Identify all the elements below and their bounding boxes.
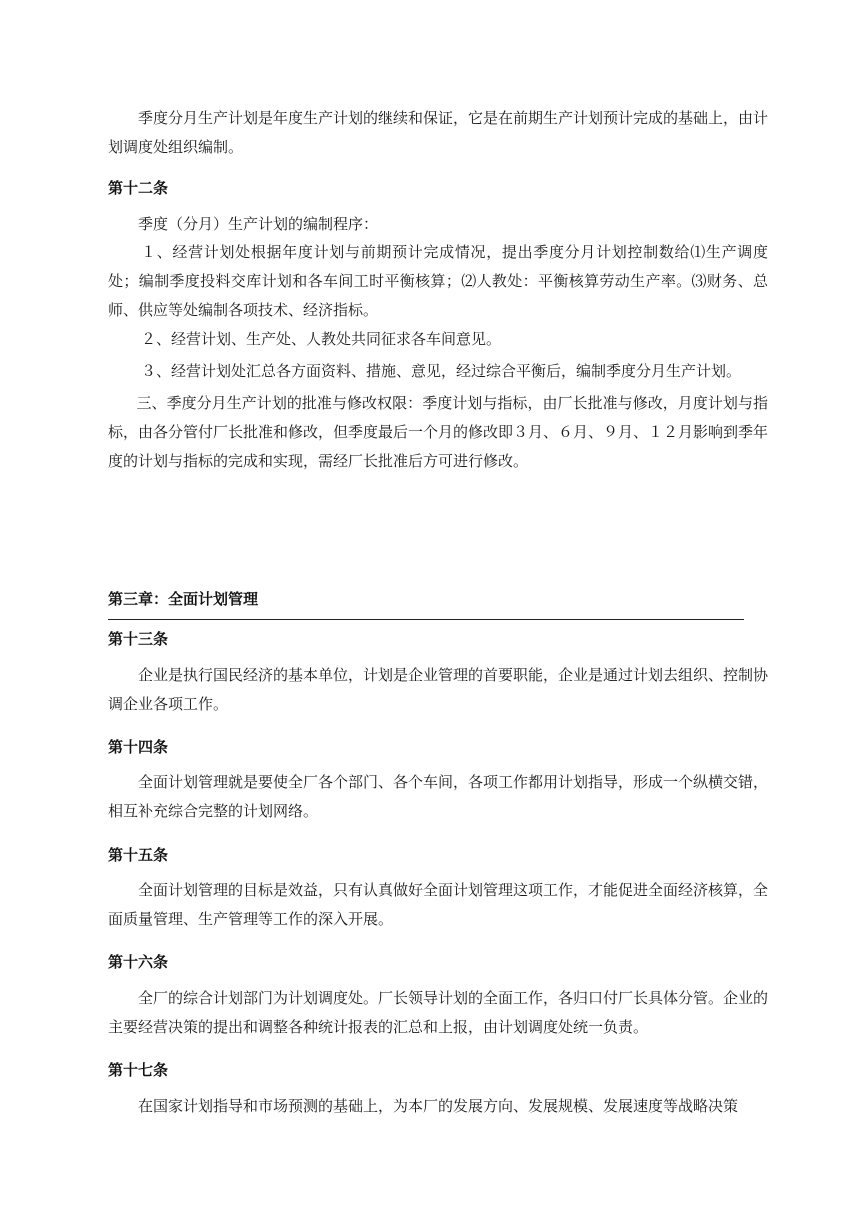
article-15-body: 全面计划管理的目标是效益，只有认真做好全面计划管理这项工作，才能促进全面经济核算，全面质量管理、生产管理等工作的深入开展。 bbox=[108, 881, 769, 928]
article-14-heading: 第十四条 bbox=[108, 738, 169, 756]
article-15-heading: 第十五条 bbox=[108, 846, 169, 864]
article-14-body: 全面计划管理就是要使全厂各个部门、各个车间，各项工作都用计划指导，形成一个纵横交错，相互补充综合完整的计划网络。 bbox=[108, 773, 769, 820]
article-12-heading: 第十二条 bbox=[108, 179, 169, 197]
article-12-step-3: ３、经营计划处汇总各方面资料、措施、意见，经过综合平衡后，编制季度分月生产计划。 bbox=[141, 362, 742, 380]
article-17-heading: 第十七条 bbox=[108, 1061, 169, 1079]
article-16-heading: 第十六条 bbox=[108, 953, 169, 971]
article-13-heading: 第十三条 bbox=[108, 630, 169, 648]
article-12-intro: 季度（分月）生产计划的编制程序： bbox=[138, 215, 379, 233]
article-12-section-3: 三、季度分月生产计划的批准与修改权限：季度计划与指标，由厂长批准与修改，月度计划与指标，由各分管付厂长批准和修改，但季度最后一个月的修改即３月、６月、９月、１２月影响到季年度的计划与指标的完成和实现，需经厂长批准后方可进行修改。 bbox=[108, 394, 769, 470]
chapter-3-title: 第三章：全面计划管理 bbox=[108, 590, 259, 608]
article-13-body: 企业是执行国民经济的基本单位，计划是企业管理的首要职能，企业是通过计划去组织、控制协调企业各项工作。 bbox=[108, 666, 769, 713]
chapter-divider bbox=[108, 619, 744, 620]
article-16-body: 全厂的综合计划部门为计划调度处。厂长领导计划的全面工作，各归口付厂长具体分管。企业的主要经营决策的提出和调整各种统计报表的汇总和上报，由计划调度处统一负责。 bbox=[108, 989, 769, 1036]
paragraph-quarterly-plan-intro: 季度分月生产计划是年度生产计划的继续和保证，它是在前期生产计划预计完成的基础上，由计划调度处组织编制。 bbox=[108, 109, 769, 156]
article-17-body: 在国家计划指导和市场预测的基础上，为本厂的发展方向、发展规模、发展速度等战略决策 bbox=[138, 1097, 739, 1115]
article-12-step-2: ２、经营计划、生产处、人教处共同征求各车间意见。 bbox=[141, 330, 502, 348]
article-12-step-1: １、经营计划处根据年度计划与前期预计完成情况，提出季度分月计划控制数给⑴生产调度处；编制季度投料交库计划和各车间工时平衡核算；⑵人教处：平衡核算劳动生产率。⑶财务、总师、供应等处编制各项技术、经济指标。 bbox=[108, 243, 768, 319]
